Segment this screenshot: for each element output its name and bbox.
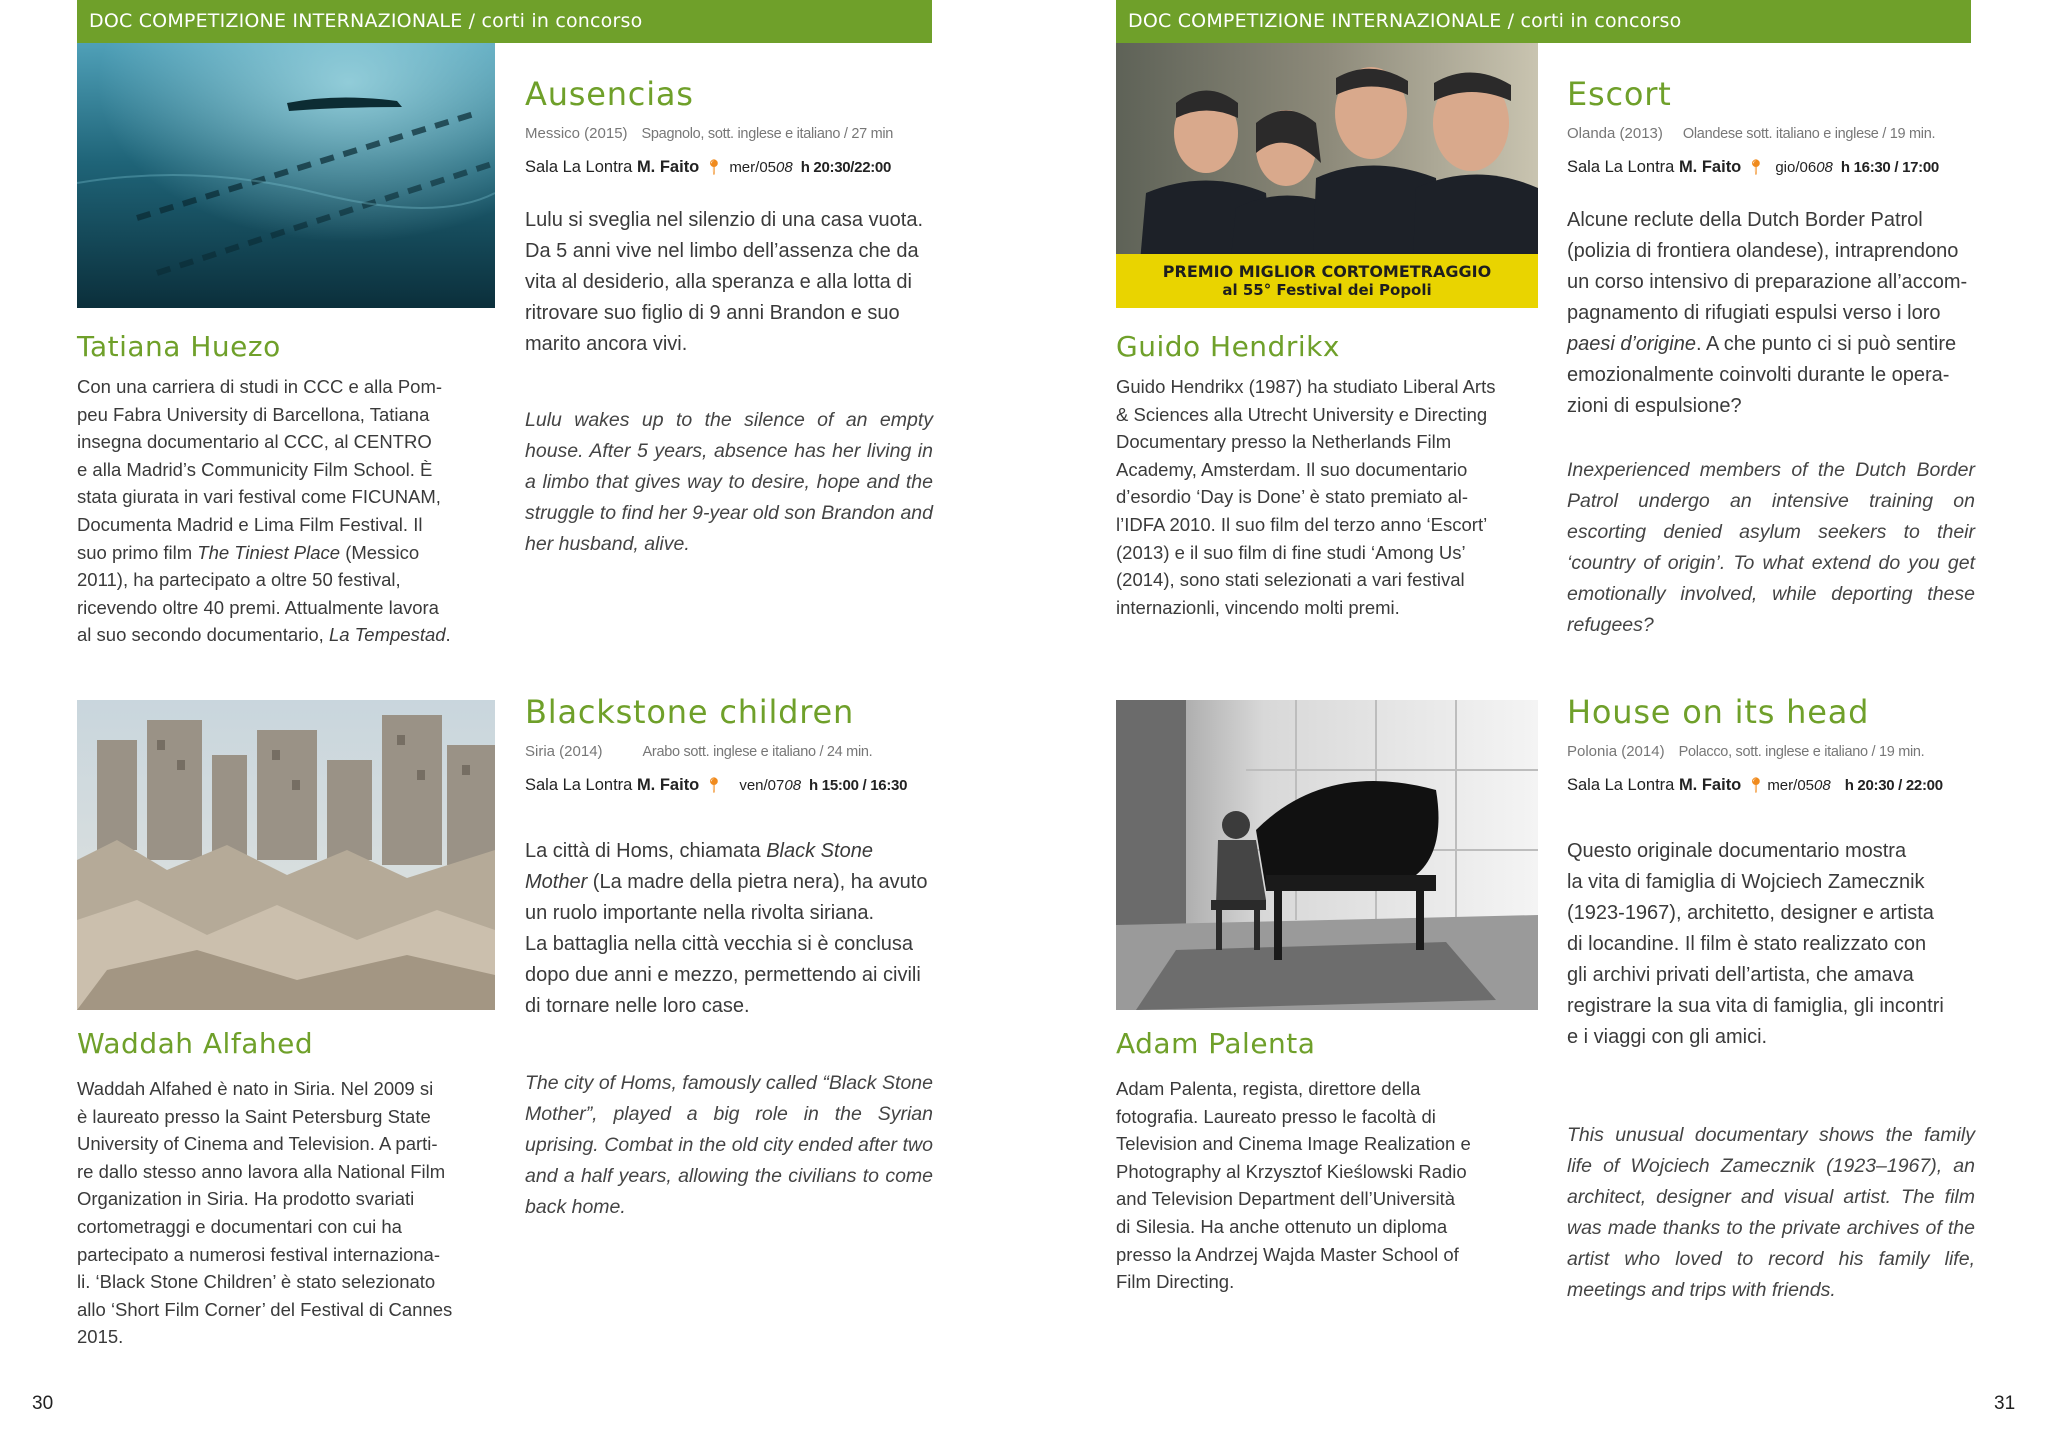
screening-date: ven/07 (739, 777, 785, 794)
synopsis-english: Lulu wakes up to the silence of an empty house. After 5 years, absence has her living in a limbo that gives way to desire, hope and the struggle to find her 9-year old son Brandon and her husband, alive. (525, 409, 933, 555)
film-title: Blackstone children (525, 693, 855, 731)
film-language-duration: Polacco, sott. inglese e italiano / 19 min. (1678, 744, 1925, 760)
director-name: Guido Hendrikx (1116, 330, 1340, 363)
synopsis-italian: La città di Homs, chiamata Black Stone Mother (La madre della pietra nera), ha avuto un ruolo importante nella rivolta siriana. La battaglia nella città vecchia si è conclusa dopo due anni e mezzo, permettendo ai civili di tornare nelle loro case. (525, 840, 928, 1017)
film-meta (1567, 125, 1935, 142)
screening-time: h 16:30 / 17:00 (1840, 159, 1939, 176)
venue-name: Sala La Lontra (525, 158, 633, 176)
synopsis-english: The city of Homs, famously called “Black Stone Mother”, played a big role in the Syrian uprising. Combat in the old city ended after two and a half years, allowing the civilians to come back home. (525, 1072, 933, 1218)
film-country-year: Messico (2015) (525, 125, 628, 142)
screening-info: Sala La Lontra M. Faito 📍︎ mer/0508 h 20:30 / 22:00 (1567, 776, 1943, 794)
film-title: Ausencias (525, 75, 694, 113)
synopsis-italian: Questo originale documentario mostra la vita di famiglia di Wojciech Zamecznik (1923-1967), architetto, designer e artista di locandine. Il film è stato realizzato con gli archivi privati dell’artista, che amava registrare la sua vita di famiglia, gli incontri e i viaggi con gli amici. (1567, 840, 1944, 1048)
location-pin-icon: 📍︎ (1746, 159, 1766, 176)
synopsis-english: This unusual documentary shows the family life of Wojciech Zamecznik (1923–1967), an architect, designer and visual artist. The film was made thanks to the private archives of the artist who loved to record his family life, meetings and trips with friends. (1567, 1124, 1975, 1301)
screening-date: mer/05 (1767, 777, 1814, 794)
film-meta (1567, 743, 1924, 760)
location-pin-icon: 📍︎ (704, 159, 724, 176)
section-banner: DOC COMPETIZIONE INTERNAZIONALE / corti in concorso (77, 0, 932, 43)
award-badge: PREMIO MIGLIOR CORTOMETRAGGIO al 55° Festival dei Popoli (1116, 254, 1538, 308)
film-still-blackstone-children (77, 700, 495, 1010)
film-country-year: Siria (2014) (525, 743, 603, 760)
film-still-ausencias (77, 43, 495, 308)
section-banner: DOC COMPETIZIONE INTERNAZIONALE / corti in concorso (1116, 0, 1971, 43)
film-country-year: Olanda (2013) (1567, 125, 1663, 142)
film-meta (525, 743, 872, 760)
screening-date: mer/05 (729, 159, 776, 176)
venue-name: Sala La Lontra (1567, 776, 1675, 794)
director-name: Adam Palenta (1116, 1027, 1316, 1060)
film-title: Escort (1567, 75, 1672, 113)
synopsis-italian: Alcune reclute della Dutch Border Patrol (polizia di frontiera olandese), intraprendono un corso intensivo di preparazione all’accom- pagnamento di rifugiati espulsi verso i loro paesi d’origine. A che punto ci si può sentire emozionalmente coinvolti durante le opera- zioni di espulsione? (1567, 209, 1968, 417)
venue-location: M. Faito (1678, 158, 1742, 176)
screening-info: Sala La Lontra M. Faito 📍︎ ven/0708 h 15:00 / 16:30 (525, 776, 908, 794)
screening-date: gio/06 (1775, 159, 1817, 176)
venue-location: M. Faito (1678, 776, 1742, 794)
location-pin-icon: 📍︎ (704, 777, 724, 794)
synopsis-english: Inexperienced members of the Dutch Border Patrol undergo an intensive training on escorting denied asylum seekers to their ‘country of origin’. To what extend do you get emotionally involved, while deporting these refugees? (1567, 459, 1975, 636)
screening-info: Sala La Lontra M. Faito 📍︎ gio/0608 h 16:30 / 17:00 (1567, 158, 1939, 176)
venue-location: M. Faito (636, 776, 700, 794)
film-still-escort (1116, 43, 1538, 308)
director-name: Tatiana Huezo (77, 330, 281, 363)
film-language-duration: Olandese sott. italiano e inglese / 19 min. (1682, 126, 1936, 142)
page-number: 31 (1994, 1393, 2016, 1414)
screening-info: Sala La Lontra M. Faito 📍︎ mer/0508 h 20:30/22:00 (525, 158, 892, 176)
film-still-house-on-its-head (1116, 700, 1538, 1010)
location-pin-icon: 📍︎ (1746, 777, 1766, 794)
film-language-duration: Spagnolo, sott. inglese e italiano / 27 min (641, 126, 894, 142)
director-bio: Waddah Alfahed è nato in Siria. Nel 2009 si è laureato presso la Saint Petersburg State University of Cinema and Television. A parti- re dallo stesso anno lavora alla National Film Organization in Siria. Ha prodotto svariati cortometraggi e documentari con cui ha partecipato a numerosi festival internaziona- li. ‘Black Stone Children’ è stato selezionato allo ‘Short Film Corner’ del Festival di Cannes 2015. (77, 1078, 453, 1348)
screening-time: h 20:30/22:00 (800, 159, 892, 176)
right-page (1024, 0, 2048, 1447)
director-bio: Adam Palenta, regista, direttore della fotografia. Laureato presso le facoltà di Television and Cinema Image Realization e Photography al Krzysztof Kieślowski Radio and Television Department dell’Università di Silesia. Ha anche ottenuto un diploma presso la Andrzej Wajda Master School of Film Directing. (1116, 1078, 1471, 1293)
director-bio: Con una carriera di studi in CCC e alla Pom- peu Fabra University di Barcellona, Tatiana insegna documentario al CCC, al CENTRO e alla Madrid’s Communicity Film School. È stata giurata in vari festival come FICUNAM, Documenta Madrid e Lima Film Festival. Il suo primo film The Tiniest Place (Messico 2011), ha partecipato a oltre 50 festival, ricevendo oltre 40 premi. Attualmente lavora al suo secondo documentario, La Tempestad. (77, 376, 451, 646)
venue-location: M. Faito (636, 158, 700, 176)
synopsis-italian: Lulu si sveglia nel silenzio di una casa vuota. Da 5 anni vive nel limbo dell’assenza che da vita al desiderio, alla speranza e alla lotta di ritrovare suo figlio di 9 anni Brandon e suo marito ancora vivi. (525, 209, 924, 355)
director-name: Waddah Alfahed (77, 1027, 314, 1060)
screening-time: h 15:00 / 16:30 (809, 777, 908, 794)
page-number: 30 (32, 1393, 54, 1414)
film-language-duration: Arabo sott. inglese e italiano / 24 min. (642, 744, 873, 760)
film-title: House on its head (1567, 693, 1870, 731)
film-country-year: Polonia (2014) (1567, 743, 1665, 760)
director-bio: Guido Hendrikx (1987) ha studiato Liberal Arts & Sciences alla Utrecht University e Directing Documentary presso la Netherlands Film Academy, Amsterdam. Il suo documentario d’esordio ‘Day is Done’ è stato premiato al- l’IDFA 2010. Il suo film del terzo anno ‘Escort’ (2013) e il suo film di fine studi ‘Among Us’ (2014), sono stati selezionati a vari festival internazionli, vincendo molti premi. (1116, 376, 1496, 618)
film-meta (525, 125, 893, 142)
venue-name: Sala La Lontra (525, 776, 633, 794)
screening-time: h 20:30 / 22:00 (1844, 777, 1943, 794)
venue-name: Sala La Lontra (1567, 158, 1675, 176)
